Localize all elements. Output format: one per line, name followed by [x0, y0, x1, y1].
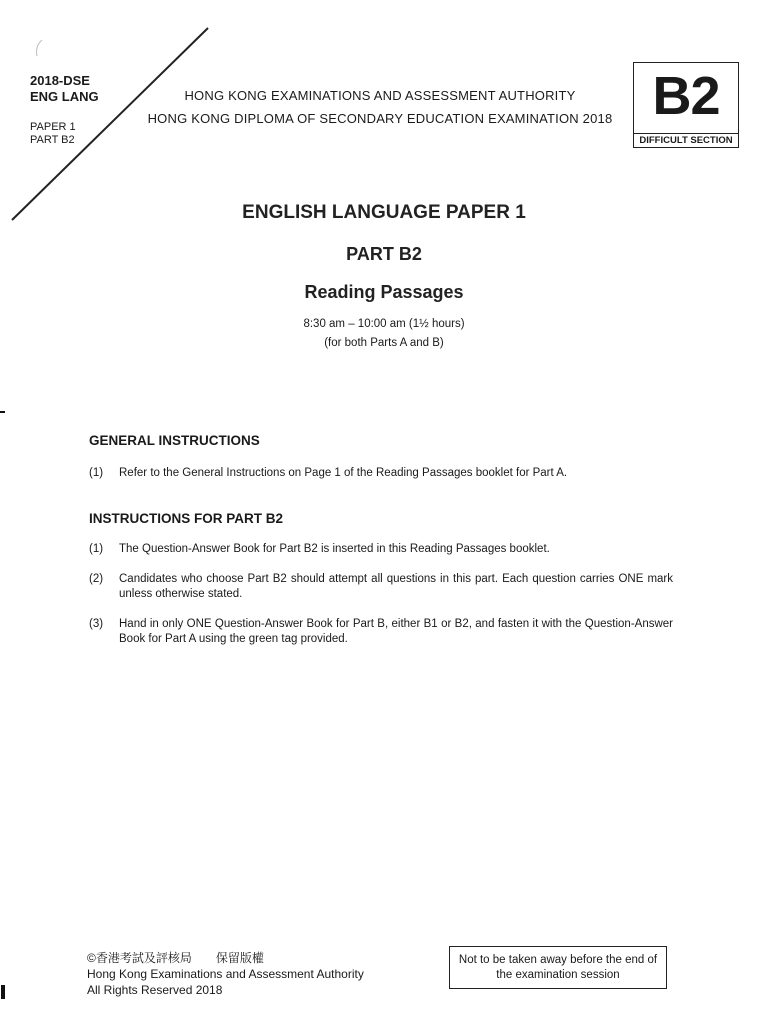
instruction-text: Refer to the General Instructions on Page 1 of the Reading Passages booklet for Part A.	[119, 467, 568, 479]
take-away-notice	[449, 946, 667, 989]
section-caption: DIFFICULT SECTION	[634, 133, 738, 148]
paper-title: ENGLISH LANGUAGE PAPER 1	[242, 202, 526, 223]
notice-text: Not to be taken away before the end of the examination session	[458, 953, 658, 981]
general-instruction-item	[89, 466, 673, 481]
instruction-text: The Question-Answer Book for Part B2 is inserted in this Reading Passages booklet.	[119, 543, 550, 555]
part-b2-instruction-item	[89, 572, 673, 602]
part-title: PART B2	[346, 244, 422, 264]
exam-time: 8:30 am – 10:00 am (1½ hours)	[303, 318, 465, 330]
corner-paper-label	[30, 121, 76, 147]
part-b2-instructions-heading: INSTRUCTIONS FOR PART B2	[89, 511, 284, 526]
exam-code: 2018-DSE	[30, 73, 90, 88]
part-b2-instruction-item	[89, 542, 673, 557]
paper-label: PAPER 1	[30, 121, 76, 133]
copyright-rights: All Rights Reserved 2018	[87, 983, 223, 997]
instruction-number: (1)	[89, 543, 104, 555]
instruction-number: (1)	[89, 467, 104, 479]
instruction-number: (2)	[89, 573, 104, 585]
copyright-chinese: ©香港考試及評核局 保留版權	[87, 951, 264, 965]
booklet-title: Reading Passages	[304, 282, 464, 302]
margin-mark	[0, 411, 5, 413]
authority-name: HONG KONG EXAMINATIONS AND ASSESSMENT AUTHORITY	[184, 88, 576, 103]
copyright-authority: Hong Kong Examinations and Assessment Authority	[87, 967, 364, 981]
corner-exam-code	[30, 73, 99, 105]
copyright-footer	[87, 950, 364, 998]
section-code: B2	[652, 66, 720, 126]
part-label: PART B2	[30, 134, 75, 146]
instruction-text: Hand in only ONE Question-Answer Book for Part B, either B1 or B2, and fasten it with the Question-Answer Book for Part A using the green tag provided.	[119, 618, 673, 645]
general-instructions-heading: GENERAL INSTRUCTIONS	[89, 433, 260, 448]
exam-time-note: (for both Parts A and B)	[324, 337, 444, 349]
part-b2-instruction-item	[89, 617, 673, 647]
margin-mark	[1, 985, 5, 999]
exam-name: HONG KONG DIPLOMA OF SECONDARY EDUCATION EXAMINATION 2018	[147, 111, 613, 126]
section-badge	[633, 62, 739, 148]
subject-code: ENG LANG	[30, 89, 99, 104]
instruction-text: Candidates who choose Part B2 should attempt all questions in this part. Each question carries ONE mark unless otherwise stated.	[119, 573, 673, 600]
instruction-number: (3)	[89, 618, 104, 630]
